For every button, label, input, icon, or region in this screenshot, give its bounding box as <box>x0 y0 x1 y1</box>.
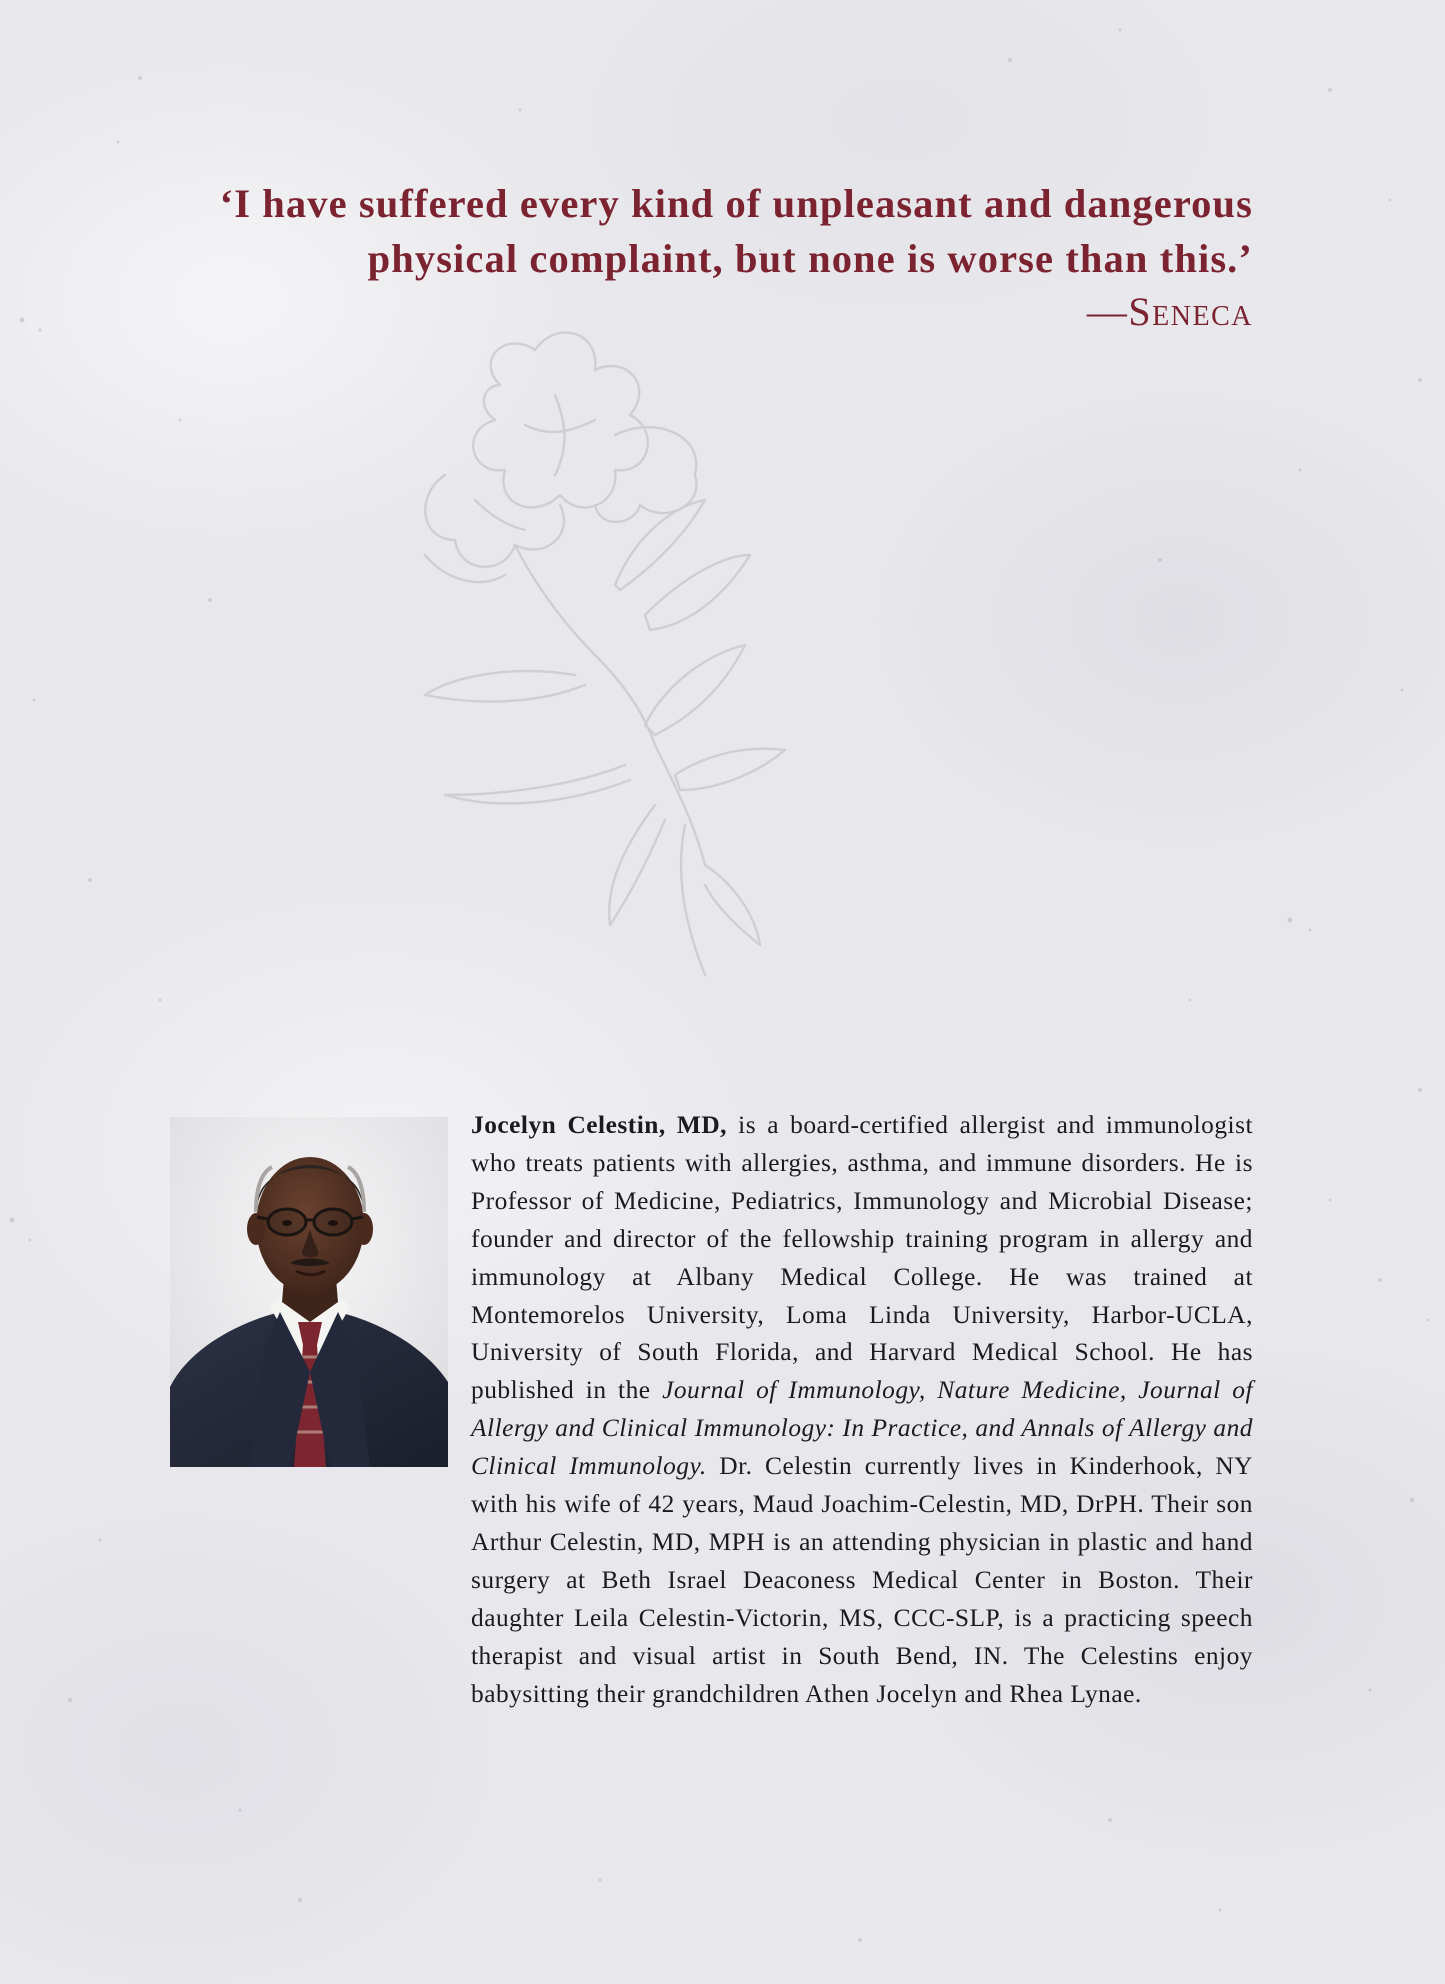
bio-text-part-1: is a board-certified allergist and immunologist who treats patients with allergies, asthma, and immune disorders. He is Professor of Medicine, Pediatrics, Immunology and Microbial Disease; founder and director of the fellowship training program in allergy and immunology at Albany Medical College. He was trained at Montemorelos University, Loma Linda University, Harbor-UCLA, University of South Florida, and Harvard Medical School. He has published in the <box>471 1111 1253 1405</box>
bio-text-part-2: Dr. Celestin currently lives in Kinderhook, NY with his wife of 42 years, Maud Joachim-Celestin, MD, DrPH. Their son Arthur Celestin, MD, MPH is an attending physician in plastic and hand surgery at Beth Israel Deaconess Medical Center in Boston. Their daughter Leila Celestin-Victorin, MS, CCC-SLP, is a practicing speech therapist and visual artist in South Bend, IN. The Celestins enjoy babysitting their grandchildren Athen Jocelyn and Rhea Lynae. <box>471 1452 1253 1708</box>
author-portrait-image <box>170 1117 448 1467</box>
author-bio <box>471 1107 1253 1714</box>
attribution-dash: — <box>1086 289 1129 334</box>
epigraph-attribution <box>120 284 1253 340</box>
bio-journals: Journal of Immunology, Nature Medicine, Journal of Allergy and Clinical Immunology: In Practice, and Annals of Allergy and Clinical Immunology. <box>471 1376 1253 1481</box>
epigraph <box>120 176 1253 340</box>
epigraph-quote: ‘I have suffered every kind of unpleasant and dangerous physical complaint, but none is worse than this.’ <box>219 181 1253 281</box>
author-photo <box>170 1117 448 1467</box>
author-name: Jocelyn Celestin, MD, <box>471 1111 728 1139</box>
flower-illustration <box>405 325 905 1005</box>
attribution-author: Seneca <box>1128 289 1253 334</box>
